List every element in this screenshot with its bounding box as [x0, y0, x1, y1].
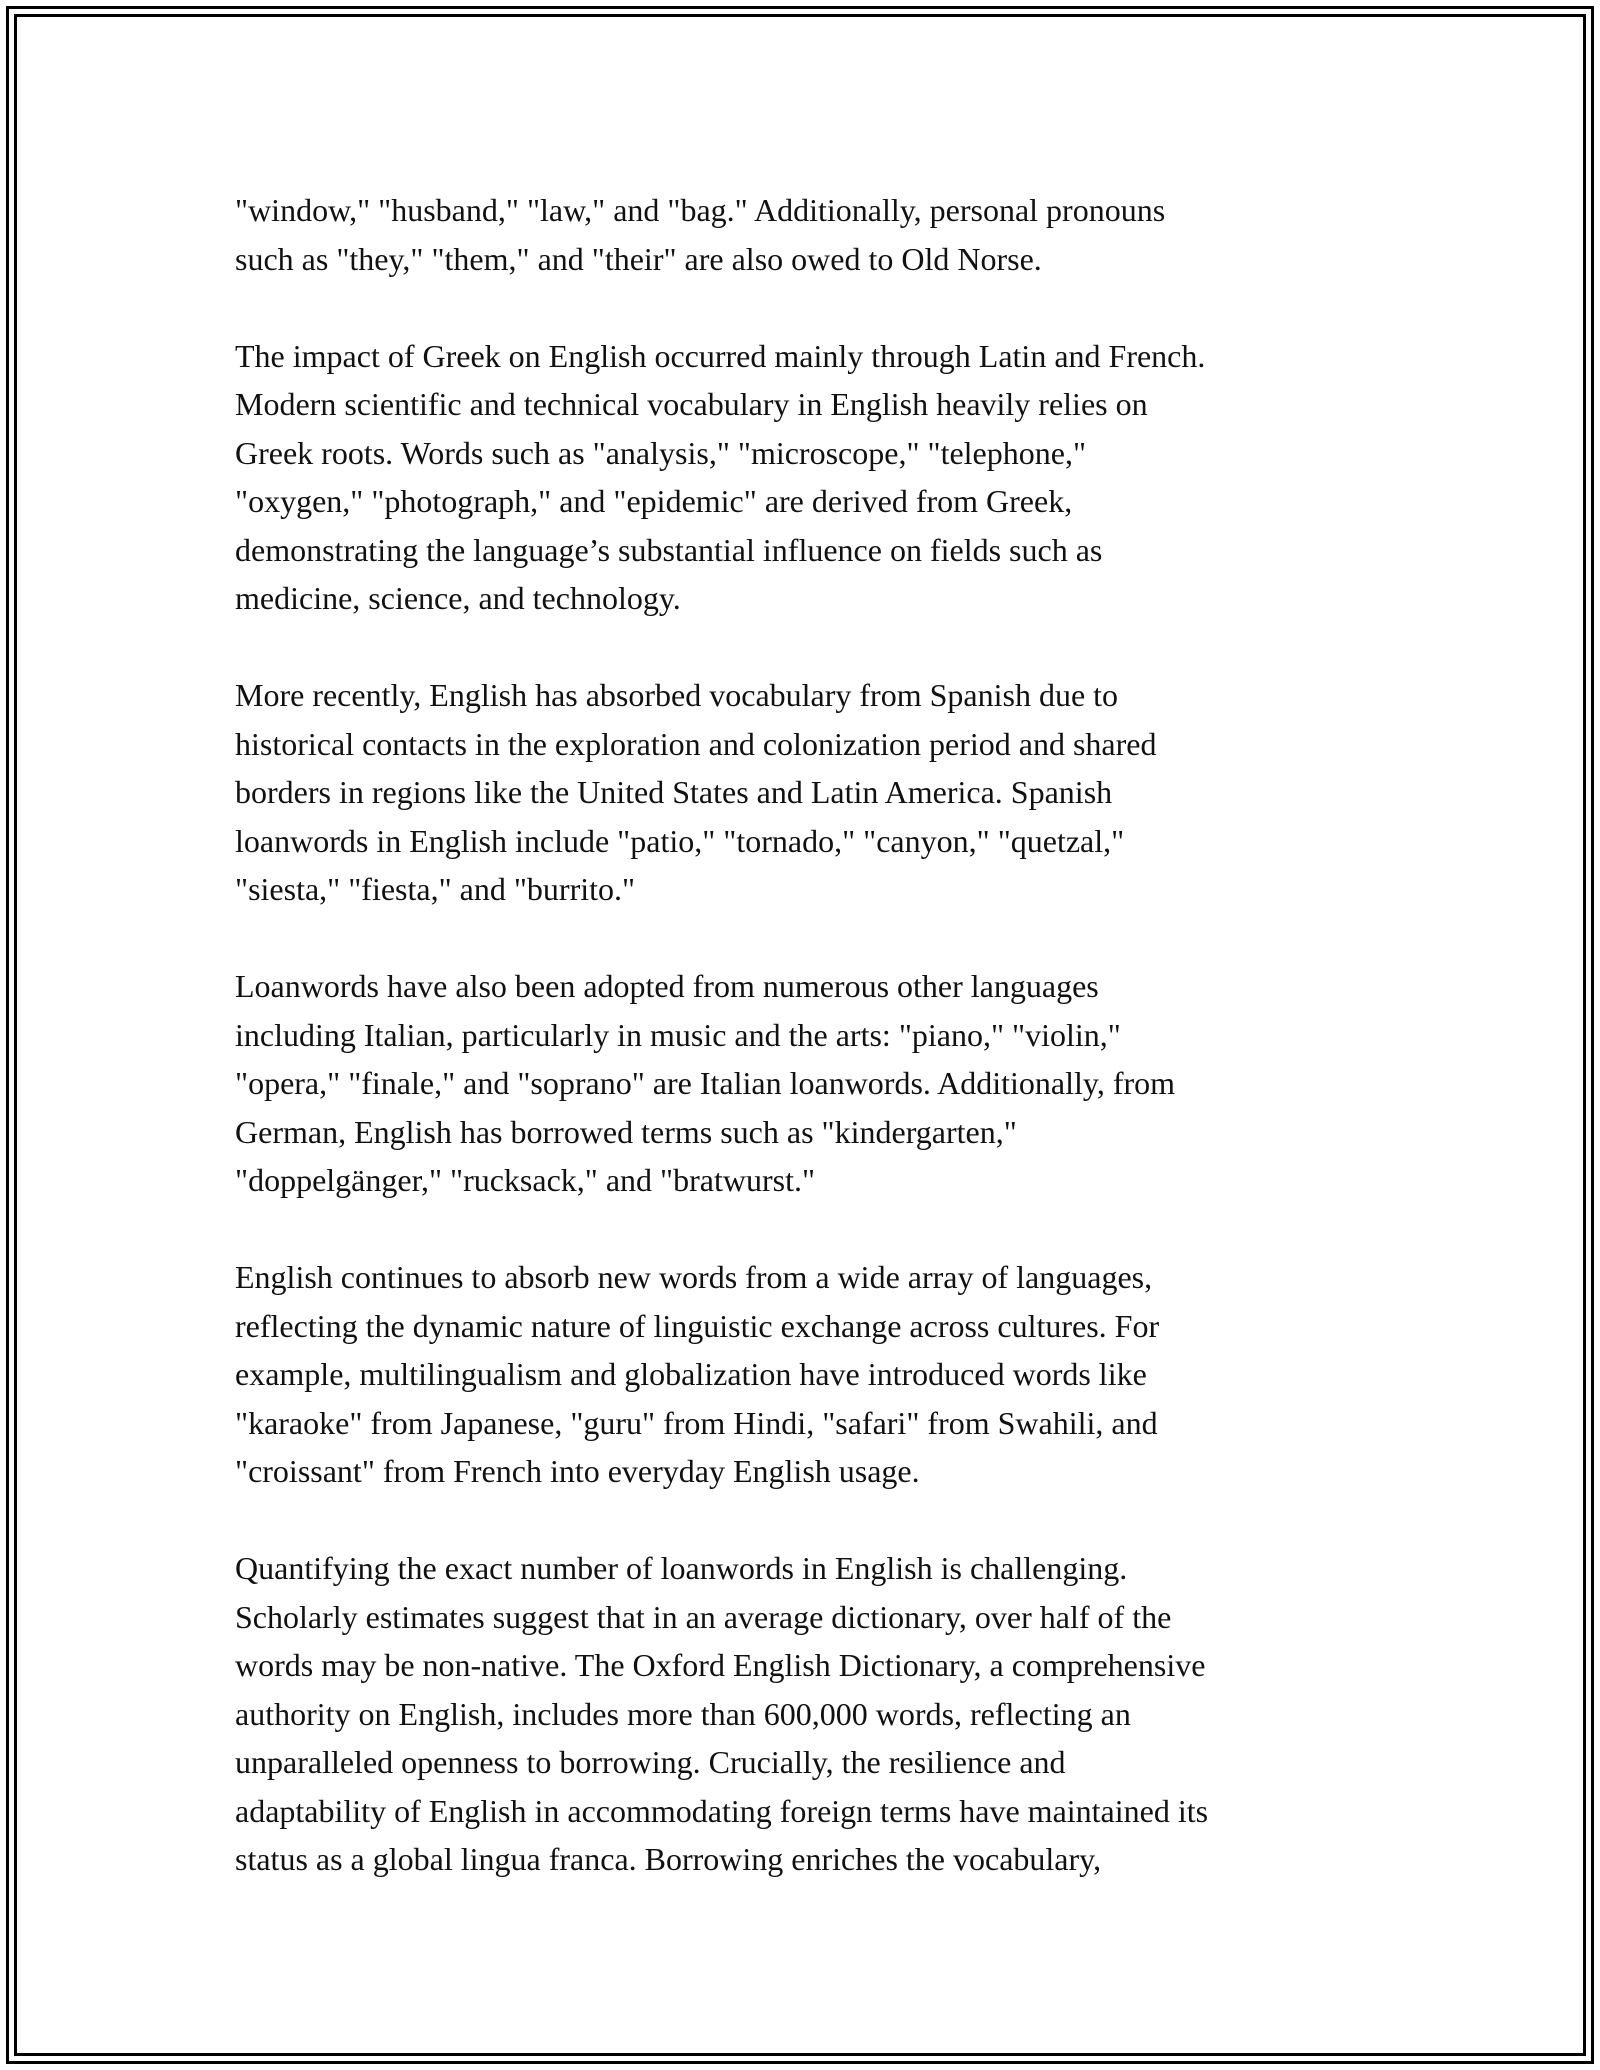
text-line: Greek roots. Words such as "analysis," "microscope," "telephone,": [235, 434, 1087, 471]
paragraph-spanish: [235, 671, 1365, 914]
paragraph-greek: [235, 332, 1365, 623]
text-line: unparalleled openness to borrowing. Crucially, the resilience and: [235, 1744, 1066, 1780]
text-line: loanwords in English include "patio," "tornado," "canyon," "quetzal,": [235, 822, 1125, 859]
text-line: English continues to absorb new words from a wide array of languages,: [235, 1259, 1153, 1295]
text-line: Loanwords have also been adopted from numerous other languages: [235, 968, 1099, 1004]
document-body: [235, 186, 1365, 1932]
text-line: "karaoke" from Japanese, "guru" from Hindi, "safari" from Swahili, and: [235, 1404, 1158, 1441]
text-line: German, English has borrowed terms such as "kindergarten,": [235, 1113, 1017, 1150]
text-line: "siesta," "fiesta," and "burrito.": [235, 871, 636, 907]
text-line: historical contacts in the exploration and colonization period and shared: [235, 725, 1157, 762]
paragraph-old-norse: [235, 186, 1365, 283]
text-line: "croissant" from French into everyday English usage.: [235, 1453, 920, 1489]
text-line: example, multilingualism and globalization have introduced words like: [235, 1356, 1147, 1392]
text-line: authority on English, includes more than 600,000 words, reflecting an: [235, 1695, 1131, 1732]
text-line: "oxygen," "photograph," and "epidemic" are derived from Greek,: [235, 483, 1073, 519]
text-line: The impact of Greek on English occurred mainly through Latin and French.: [235, 337, 1206, 374]
text-line: including Italian, particularly in music and the arts: "piano," "violin,": [235, 1016, 1121, 1053]
text-line: Modern scientific and technical vocabulary in English heavily relies on: [235, 386, 1148, 422]
text-line: adaptability of English in accommodating foreign terms have maintained its: [235, 1792, 1209, 1829]
text-line: "window," "husband," "law," and "bag." Additionally, personal pronouns: [235, 192, 1166, 228]
text-line: status as a global lingua franca. Borrowing enriches the vocabulary,: [235, 1841, 1102, 1877]
text-line: "doppelgänger," "rucksack," and "bratwurst.": [235, 1162, 816, 1198]
paragraph-quantifying: [235, 1544, 1365, 1884]
paragraph-global-borrowing: [235, 1253, 1365, 1496]
text-line: words may be non-native. The Oxford English Dictionary, a comprehensive: [235, 1647, 1206, 1683]
text-line: such as "they," "them," and "their" are also owed to Old Norse.: [235, 240, 1042, 277]
text-line: medicine, science, and technology.: [235, 580, 681, 616]
text-line: Quantifying the exact number of loanwords in English is challenging.: [235, 1550, 1128, 1586]
text-line: "opera," "finale," and "soprano" are Italian loanwords. Additionally, from: [235, 1065, 1176, 1101]
text-line: More recently, English has absorbed vocabulary from Spanish due to: [235, 677, 1119, 713]
text-line: borders in regions like the United States and Latin America. Spanish: [235, 774, 1113, 810]
paragraph-italian-german: [235, 962, 1365, 1205]
text-line: Scholarly estimates suggest that in an average dictionary, over half of the: [235, 1598, 1172, 1635]
text-line: reflecting the dynamic nature of linguistic exchange across cultures. For: [235, 1307, 1160, 1344]
text-line: demonstrating the language’s substantial influence on fields such as: [235, 531, 1103, 568]
